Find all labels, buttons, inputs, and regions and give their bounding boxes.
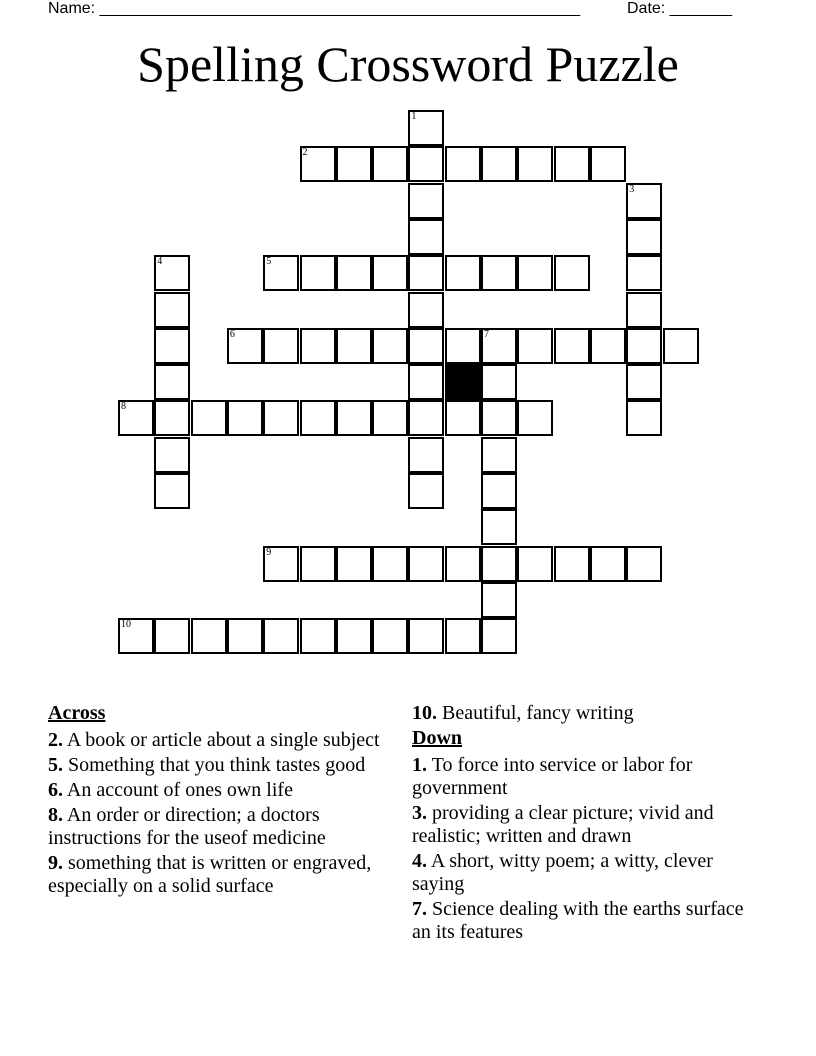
- grid-cell[interactable]: [626, 328, 662, 364]
- grid-cell[interactable]: [336, 328, 372, 364]
- clue-number: 4.: [412, 850, 427, 872]
- clue-number: 1.: [412, 754, 427, 776]
- grid-cell[interactable]: [300, 146, 336, 182]
- grid-cell[interactable]: [154, 255, 190, 291]
- grid-cell[interactable]: [300, 328, 336, 364]
- grid-cell[interactable]: [408, 364, 444, 400]
- grid-cell[interactable]: [154, 618, 190, 654]
- grid-cell[interactable]: [191, 400, 227, 436]
- grid-cell[interactable]: [408, 110, 444, 146]
- name-field-line[interactable]: Name: ______________________________________________________: [48, 0, 581, 17]
- clue-text: A book or article about a single subject: [66, 729, 380, 751]
- grid-clue-number: 9: [266, 546, 272, 558]
- clues-column-left: [48, 702, 408, 900]
- grid-cell[interactable]: [300, 255, 336, 291]
- clue-across-9: [48, 852, 408, 898]
- grid-cell[interactable]: [481, 255, 517, 291]
- grid-cell[interactable]: [191, 618, 227, 654]
- clue-number: 6.: [48, 779, 63, 801]
- grid-cell[interactable]: [445, 618, 481, 654]
- grid-cell[interactable]: [154, 400, 190, 436]
- grid-cell[interactable]: [336, 546, 372, 582]
- grid-cell[interactable]: [554, 255, 590, 291]
- grid-clue-number: 6: [229, 328, 235, 340]
- clue-down-4: [412, 850, 762, 896]
- clue-number: 9.: [48, 852, 63, 874]
- grid-cell[interactable]: [408, 328, 444, 364]
- grid-cell[interactable]: [336, 618, 372, 654]
- grid-cell[interactable]: [408, 437, 444, 473]
- grid-cell[interactable]: [263, 328, 299, 364]
- grid-cell[interactable]: [263, 255, 299, 291]
- down-heading: Down: [412, 727, 463, 749]
- grid-cell[interactable]: [445, 546, 481, 582]
- grid-cell[interactable]: [372, 255, 408, 291]
- grid-cell[interactable]: [590, 328, 626, 364]
- grid-cell[interactable]: [227, 400, 263, 436]
- grid-cell[interactable]: [517, 328, 553, 364]
- clue-number: 10.: [412, 702, 437, 724]
- clue-text: An account of ones own life: [66, 779, 293, 801]
- grid-cell[interactable]: [626, 219, 662, 255]
- grid-cell[interactable]: [336, 146, 372, 182]
- across-heading: Across: [48, 702, 106, 724]
- grid-cell[interactable]: [154, 364, 190, 400]
- grid-cell[interactable]: [300, 546, 336, 582]
- grid-cell[interactable]: [445, 328, 481, 364]
- grid-cell[interactable]: [408, 146, 444, 182]
- grid-cell[interactable]: [590, 546, 626, 582]
- grid-cell[interactable]: [372, 400, 408, 436]
- grid-cell[interactable]: [336, 400, 372, 436]
- grid-cell[interactable]: [372, 146, 408, 182]
- grid-cell[interactable]: [481, 618, 517, 654]
- clue-text: Something that you think tastes good: [68, 754, 366, 776]
- clue-number: 7.: [412, 898, 427, 920]
- clue-across-10: [412, 702, 762, 725]
- grid-cell[interactable]: [154, 473, 190, 509]
- grid-cell[interactable]: [227, 618, 263, 654]
- page-title: Spelling Crossword Puzzle: [137, 36, 679, 92]
- grid-cell[interactable]: [481, 400, 517, 436]
- clue-text: To force into service or labor for government: [412, 754, 693, 799]
- grid-cell[interactable]: [481, 146, 517, 182]
- grid-cell[interactable]: [626, 546, 662, 582]
- grid-cell[interactable]: [300, 618, 336, 654]
- grid-cell[interactable]: [263, 618, 299, 654]
- clues-column-right: [412, 702, 762, 946]
- grid-cell[interactable]: [554, 546, 590, 582]
- clue-down-7: [412, 898, 762, 944]
- clue-number: 3.: [412, 802, 427, 824]
- grid-cell[interactable]: [336, 255, 372, 291]
- grid-cell[interactable]: [626, 364, 662, 400]
- grid-cell[interactable]: [554, 328, 590, 364]
- clue-down-1: [412, 754, 762, 800]
- grid-cell[interactable]: [300, 400, 336, 436]
- clue-across-2: [48, 729, 408, 752]
- grid-cell[interactable]: [517, 146, 553, 182]
- grid-cell[interactable]: [590, 146, 626, 182]
- clue-number: 8.: [48, 804, 63, 826]
- grid-cell[interactable]: [517, 255, 553, 291]
- grid-clue-number: 2: [302, 147, 308, 159]
- grid-cell[interactable]: [408, 183, 444, 219]
- grid-cell[interactable]: [626, 400, 662, 436]
- grid-cell[interactable]: [408, 255, 444, 291]
- grid-clue-number: 5: [266, 256, 272, 268]
- grid-cell[interactable]: [408, 618, 444, 654]
- grid-cell[interactable]: [118, 400, 154, 436]
- grid-cell[interactable]: [263, 400, 299, 436]
- grid-cell[interactable]: [263, 546, 299, 582]
- grid-cell[interactable]: [481, 582, 517, 618]
- grid-cell[interactable]: [408, 292, 444, 328]
- clue-down-3: [412, 802, 762, 848]
- clue-number: 5.: [48, 754, 63, 776]
- grid-cell[interactable]: [481, 546, 517, 582]
- grid-clue-number: 8: [121, 401, 126, 413]
- grid-cell[interactable]: [517, 546, 553, 582]
- grid-cell[interactable]: [481, 364, 517, 400]
- grid-cell[interactable]: [118, 618, 154, 654]
- grid-clue-number: 3: [629, 183, 635, 195]
- grid-clue-number: 4: [157, 256, 163, 268]
- grid-cell[interactable]: [372, 328, 408, 364]
- grid-cell[interactable]: [408, 546, 444, 582]
- grid-cell[interactable]: [626, 255, 662, 291]
- grid-cell[interactable]: [408, 473, 444, 509]
- clue-across-8: [48, 804, 408, 850]
- grid-cell[interactable]: [372, 546, 408, 582]
- clue-text: Beautiful, fancy writing: [442, 702, 634, 724]
- date-field-line[interactable]: Date: _______: [627, 0, 732, 17]
- grid-cell[interactable]: [445, 146, 481, 182]
- grid-cell[interactable]: [154, 437, 190, 473]
- clue-text: something that is written or engraved, especially on a solid surface: [48, 852, 372, 897]
- grid-cell[interactable]: [445, 255, 481, 291]
- grid-cell[interactable]: [227, 328, 263, 364]
- clue-across-6: [48, 779, 408, 802]
- grid-cell[interactable]: [481, 473, 517, 509]
- grid-cell[interactable]: [445, 400, 481, 436]
- grid-cell[interactable]: [626, 183, 662, 219]
- grid-cell[interactable]: [154, 328, 190, 364]
- grid-cell[interactable]: [517, 400, 553, 436]
- grid-clue-number: 7: [484, 328, 489, 340]
- grid-cell[interactable]: [408, 219, 444, 255]
- grid-cell[interactable]: [408, 400, 444, 436]
- grid-clue-number: 10: [121, 619, 131, 631]
- clue-text: A short, witty poem; a witty, clever saying: [412, 850, 713, 895]
- grid-cell[interactable]: [481, 328, 517, 364]
- grid-clue-number: 1: [411, 111, 417, 122]
- grid-cell-blocked: [445, 364, 481, 400]
- grid-cell[interactable]: [154, 292, 190, 328]
- grid-cell[interactable]: [481, 437, 517, 473]
- grid-cell[interactable]: [372, 618, 408, 654]
- clue-number: 2.: [48, 729, 63, 751]
- grid-cell[interactable]: [626, 292, 662, 328]
- clue-text: An order or direction; a doctors instructions for the useof medicine: [48, 804, 326, 849]
- grid-cell[interactable]: [554, 146, 590, 182]
- clue-text: providing a clear picture; vivid and realistic; written and drawn: [412, 802, 714, 847]
- grid-cell[interactable]: [663, 328, 699, 364]
- grid-cell[interactable]: [481, 509, 517, 545]
- clue-across-5: [48, 754, 408, 777]
- clue-text: Science dealing with the earths surface an its features: [412, 898, 744, 943]
